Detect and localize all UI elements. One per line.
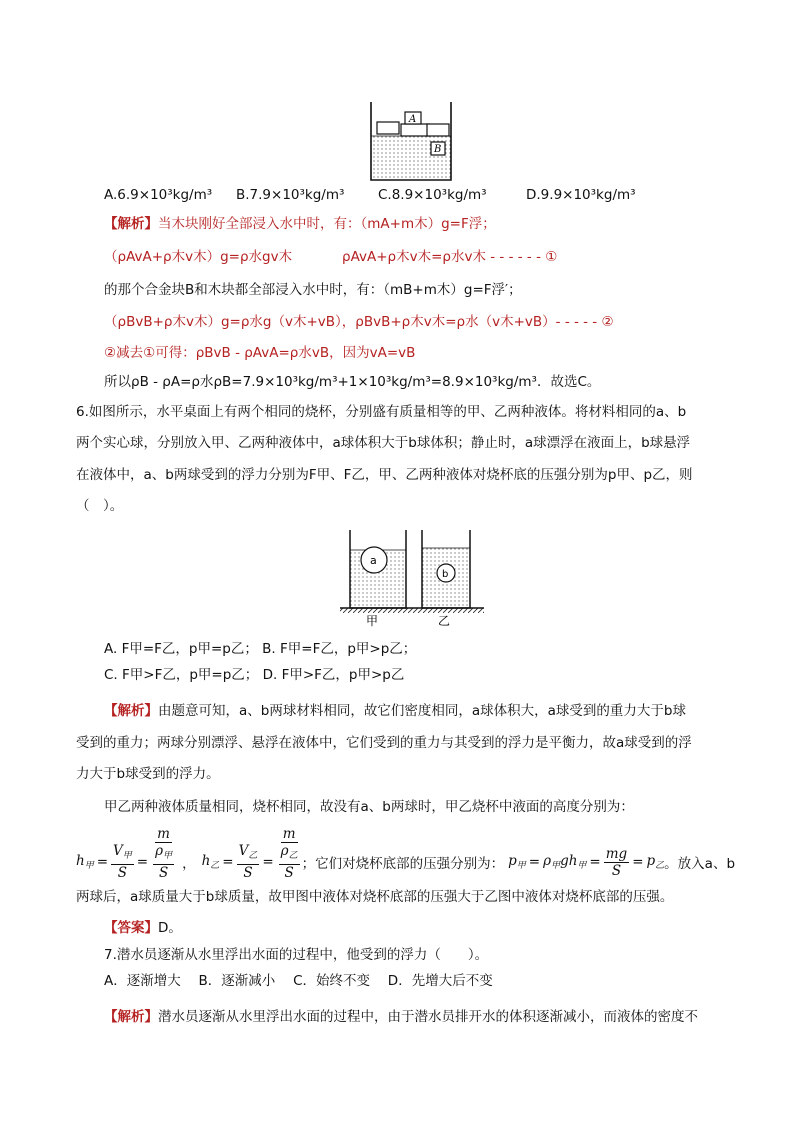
q6-stem-line4: （ ）。 bbox=[76, 498, 124, 514]
beaker-yi-label: 乙 bbox=[438, 614, 451, 628]
q5-options bbox=[104, 184, 744, 206]
beaker-jia-label: 甲 bbox=[366, 614, 379, 628]
q6-formula-row: $h_甲$ = $\frac{V_甲}{S}$ = $\frac{m}{\frac{\rho_甲}{S}}$ ， $h_乙$ = $\frac{V_乙}{S}$ = $\frac{m}{\frac{\rho_乙}{S}}$ ；它们对烧杯底部的压强分别为： $p_甲$ = $\rho_甲gh_甲$ = $\frac{mg}{S}$ = $p_乙$ 。放入a、b bbox=[76, 825, 736, 881]
beaker-blocks-drawing bbox=[365, 100, 457, 182]
two-beakers-figure bbox=[338, 528, 488, 628]
q5-analysis-line4: （ρBvB+ρ木v木）g=ρ水g（v木+vB），ρBvB+ρ木v木=ρ水（v木+vB）- - - - - ② bbox=[104, 314, 614, 330]
q5-analysis-line2: （ρAvA+ρ木v木）g=ρ水gv木 ρAvA+ρ木v木=ρ水v木 - - - - - - ① bbox=[104, 249, 558, 265]
q7-stem: 7.潜水员逐渐从水里浮出水面的过程中，他受到的浮力（ ）。 bbox=[104, 947, 489, 963]
q6-analysis-line2: 受到的重力；两球分别漂浮、悬浮在液体中，它们受到的重力与其受到的浮力是平衡力，故a球受到的浮 bbox=[76, 735, 692, 751]
q6-options-line2: C. F甲>F乙，p甲=p乙； D. F甲>F乙，p甲>p乙 bbox=[104, 667, 405, 683]
q5-analysis-line3: 的那个合金块B和木块都全部浸入水中时，有：（mB+m木）g=F浮′； bbox=[104, 282, 522, 298]
wood-block-left bbox=[377, 122, 399, 134]
q6-stem-line2: 两个实心球，分别放入甲、乙两种液体中，a球体积大于b球体积；静止时，a球漂浮在液面上，b球悬浮 bbox=[76, 435, 691, 451]
q5-analysis-line1: 【解析】当木块刚好全部浸入水中时，有：（mA+m木）g=F浮； bbox=[104, 216, 496, 232]
ball-a-label: a bbox=[370, 554, 377, 567]
analysis-tag: 【解析】 bbox=[104, 703, 158, 719]
q5-analysis-line5: ②减去①可得：ρBvB - ρAvA=ρ水vB，因为vA=vB bbox=[104, 345, 416, 361]
q5-option-c: C.8.9×10³kg/m³ bbox=[378, 187, 487, 203]
answer-tag: 【答案】 bbox=[104, 920, 158, 936]
block-b-label: B bbox=[434, 144, 442, 155]
analysis-tag: 【解析】 bbox=[104, 1009, 158, 1025]
analysis-tag: 【解析】 bbox=[104, 216, 158, 232]
q5-option-b: B.7.9×10³kg/m³ bbox=[236, 187, 345, 203]
q6-stem-line3: 在液体中，a、b两球受到的浮力分别为F甲、F乙，甲、乙两种液体对烧杯底的压强分别为p甲、p乙，则 bbox=[76, 467, 693, 483]
q6-formula-mid-text: ；它们对烧杯底部的压强分别为： bbox=[301, 856, 505, 872]
two-beakers-drawing bbox=[338, 528, 488, 628]
wood-block-right bbox=[427, 124, 449, 136]
q5-analysis-line6: 所以ρB - ρA=ρ水ρB=7.9×10³kg/m³+1×10³kg/m³=8.9×10³kg/m³．故选C。 bbox=[104, 374, 601, 390]
q6-analysis-line4: 甲乙两种液体质量相同，烧杯相同，故没有a、b两球时，甲乙烧杯中液面的高度分别为： bbox=[104, 799, 634, 815]
q6-analysis-line3: 力大于b球受到的浮力。 bbox=[76, 766, 220, 782]
beaker-figure-blocks bbox=[365, 100, 457, 182]
q6-analysis-line5: 两球后，a球质量大于b球质量，故甲图中液体对烧杯底部的压强大于乙图中液体对烧杯底部的压强。 bbox=[76, 889, 674, 905]
q6-formula-end-text: 。放入a、b bbox=[664, 856, 736, 872]
q6-formula-line bbox=[76, 825, 756, 891]
q7-analysis-line1: 【解析】潜水员逐渐从水里浮出水面的过程中，由于潜水员排开水的体积逐渐减小，而液体的密度不 bbox=[104, 1009, 698, 1025]
q6-options-line1: A. F甲=F乙，p甲=p乙； B. F甲=F乙，p甲>p乙； bbox=[104, 641, 417, 657]
q6-answer: 【答案】D。 bbox=[104, 920, 182, 936]
block-a-label: A bbox=[409, 114, 417, 125]
wood-block-middle bbox=[401, 124, 429, 136]
ball-b-label: b bbox=[442, 569, 449, 580]
q5-option-d: D.9.9×10³kg/m³ bbox=[526, 187, 636, 203]
q6-stem-line1: 6.如图所示，水平桌面上有两个相同的烧杯，分别盛有质量相等的甲、乙两种液体。将材料相同的a、b bbox=[76, 404, 687, 420]
q7-options: A．逐渐增大 B．逐渐减小 C．始终不变 D．先增大后不变 bbox=[104, 973, 493, 989]
q6-analysis-line1: 【解析】由题意可知，a、b两球材料相同，故它们密度相同，a球体积大，a球受到的重力大于b球 bbox=[104, 703, 686, 719]
q5-option-a: A.6.9×10³kg/m³ bbox=[104, 187, 213, 203]
